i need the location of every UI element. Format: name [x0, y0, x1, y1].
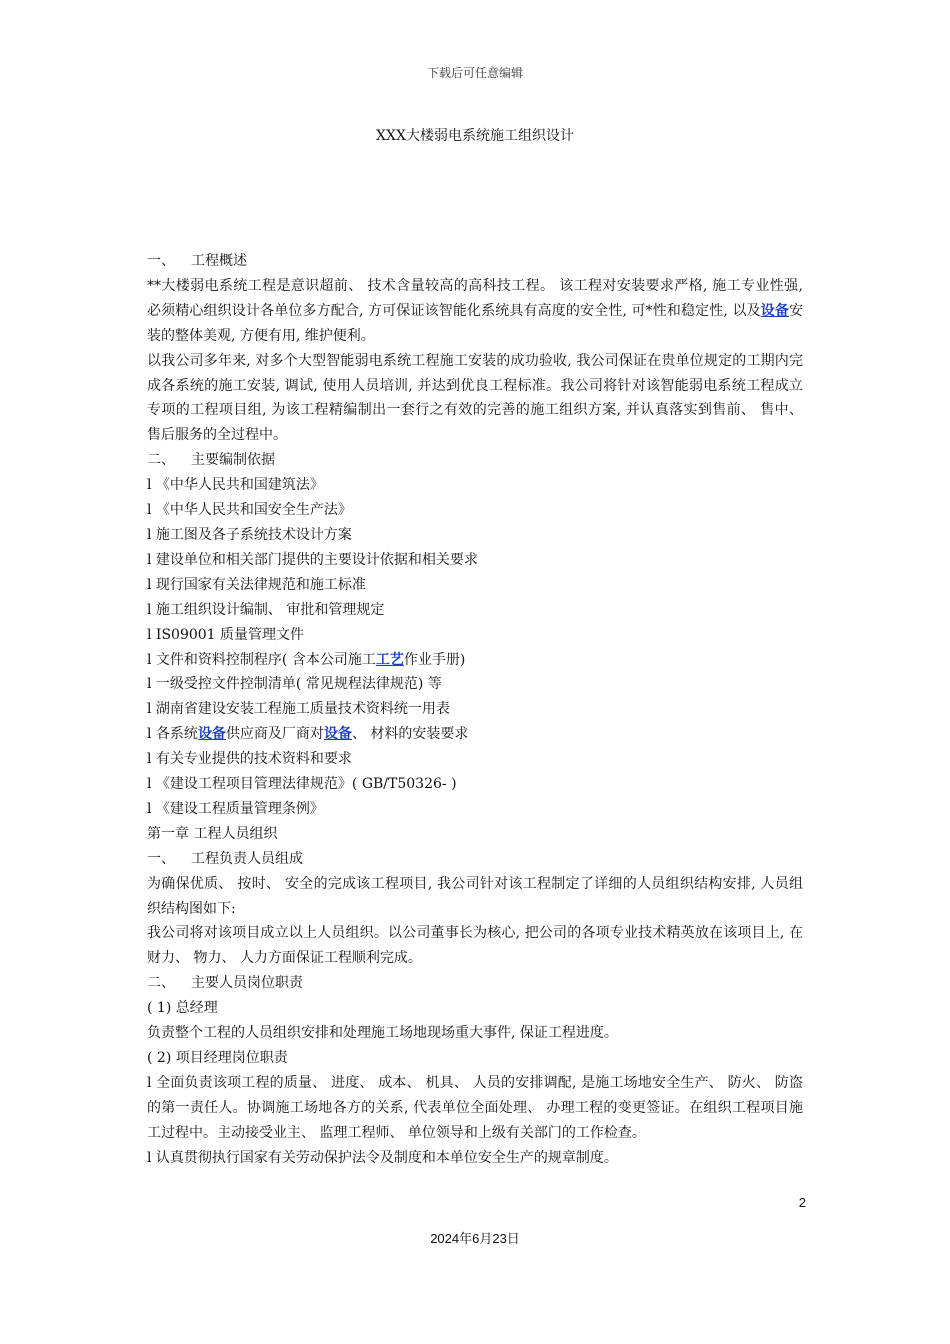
header-note: 下载后可任意编辑 [426, 66, 523, 80]
role-heading: ( 2) 项目经理岗位职责 [147, 1050, 288, 1066]
list-item: l 《建设工程质量管理条例》 [147, 800, 324, 817]
link-equipment[interactable]: 设备 [760, 302, 790, 319]
role-heading: ( 1) 总经理 [147, 1000, 218, 1017]
paragraph-text: **大楼弱电系统工程是意识超前、 技术含量较高的高科技工程。 该工程对安装要求严格, 施工专业性强, 必须精心组织设计各单位多方配合, 方可保证该智能化系统具有高度的安全性, 可*性和稳定性, 以及 [147, 277, 803, 319]
list-item-text: 、 材料的安装要求 [351, 726, 469, 743]
link-craft[interactable]: 工艺 [375, 651, 404, 668]
paragraph-gm-duty: 负责整个工程的人员组织安排和处理施工场地现场重大事件, 保证工程进度。 [147, 1025, 618, 1042]
list-item: l IS09001 质量管理文件 [147, 626, 305, 643]
list-item [147, 722, 803, 747]
section-number: 二、 [147, 452, 175, 469]
document-title: XXX大楼弱电系统施工组织设计 [376, 128, 574, 144]
list-item: l 现行国家有关法律规范和施工标准 [147, 576, 366, 593]
paragraph-organization: 我公司将对该项目成立以上人员组织。以公司董事长为核心, 把公司的各项专业技术精英放在该项目上, 在财力、 物力、 人力方面保证工程顺利完成。 [147, 925, 803, 967]
list-item-text: 作业手册) [403, 651, 466, 668]
link-equipment[interactable]: 设备 [323, 726, 352, 743]
paragraph-experience: 以我公司多年来, 对多个大型智能弱电系统工程施工安装的成功验收, 我公司保证在贵单位规定的工期内完成各系统的施工安装, 调试, 使用人员培训, 并达到优良工程标准。我公司将针对该智能弱电系统工程成立专项的工程项目组, 为该工程精编制出一套行之有效的完善的施工组织方案, 并认真落实到售前、 售中、 售后服务的全过程中。 [147, 352, 803, 444]
list-item: l 湖南省建设安装工程施工质量技术资料统一用表 [147, 701, 450, 718]
section-number: 一、 [147, 253, 175, 269]
section-heading-basis [147, 448, 803, 473]
list-item: l 《中华人民共和国建筑法》 [147, 477, 324, 494]
paragraph-staff: 为确保优质、 按时、 安全的完成该工程项目, 我公司针对该工程制定了详细的人员组织结构安排, 人员组织结构图如下: [147, 875, 803, 917]
chapter-heading: 第一章 工程人员组织 [147, 825, 278, 842]
paragraph-text: 安装的整体美观, 方便有用, 维护便利。 [147, 302, 804, 344]
list-item: l 施工组织设计编制、 审批和管理规定 [147, 601, 385, 618]
section-number: 一、 [147, 850, 175, 867]
section-title: 工程概述 [191, 253, 247, 269]
list-item-text: l 文件和资料控制程序( 含本公司施工 [147, 651, 376, 668]
list-item: l 施工图及各子系统技术设计方案 [147, 526, 352, 543]
paragraph-pm-safety: l 认真贯彻执行国家有关劳动保护法令及制度和本单位安全生产的规章制度。 [147, 1149, 618, 1166]
list-item: l 建设单位和相关部门提供的主要设计依据和相关要求 [147, 551, 478, 568]
list-item: l 一级受控文件控制清单( 常见规程法律规范) 等 [147, 676, 442, 693]
section-title: 主要编制依据 [191, 452, 275, 469]
section-title: 主要人员岗位职责 [191, 975, 303, 992]
list-item: l 《中华人民共和国安全生产法》 [147, 502, 352, 519]
page-number: 2 [798, 1195, 806, 1210]
link-equipment[interactable]: 设备 [197, 726, 226, 743]
section-number: 二、 [147, 975, 175, 992]
list-item-text: l 各系统 [147, 726, 198, 743]
section-title: 工程负责人员组成 [191, 850, 303, 867]
document-body [147, 249, 803, 1171]
list-item: l 《建设工程项目管理法律规范》( GB/T50326- ) [147, 776, 457, 793]
paragraph-pm-duty: l 全面负责该项工程的质量、 进度、 成本、 机具、 人员的安排调配, 是施工场地安全生产、 防火、 防盗的第一责任人。协调施工场地各方的关系, 代表单位全面处理、 办理工程的变更签证。在组织工程项目施工过程中。主动接受业主、 监理工程师、 单位领导和上级有关部门的工作检查。 [147, 1074, 803, 1141]
list-item: l 有关专业提供的技术资料和要求 [147, 751, 352, 768]
section-heading-duties [147, 971, 803, 996]
footer-date: 2024年6月23日 [430, 1231, 520, 1246]
section-heading-staff [147, 847, 803, 872]
list-item-text: 供应商及厂商对 [225, 726, 324, 743]
paragraph-overview [147, 274, 803, 349]
section-heading-overview [147, 249, 803, 274]
list-item [147, 648, 803, 673]
